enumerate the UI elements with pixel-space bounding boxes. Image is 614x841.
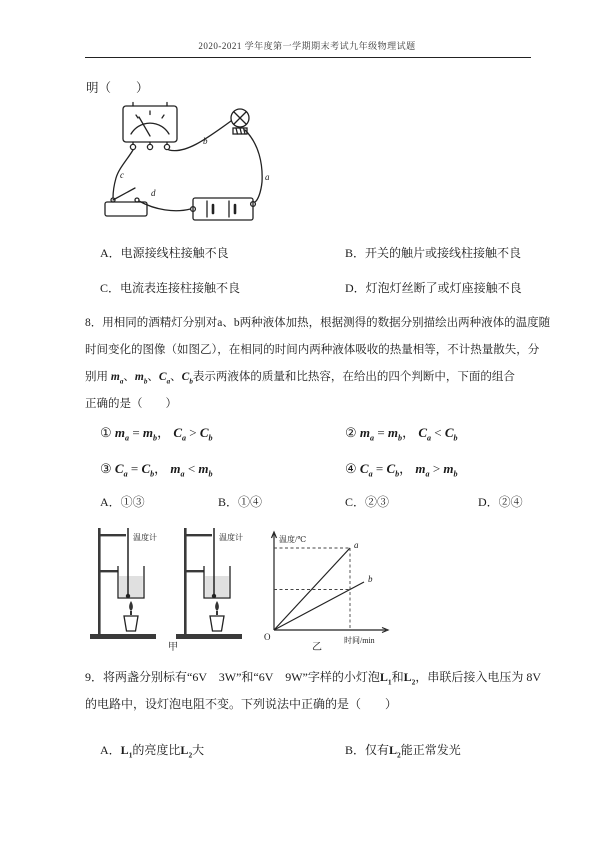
q7-option-c: C．电流表连接柱接触不良 [100,281,241,295]
q8-answer-c: C．②③ [345,495,390,509]
q8-judgment-3: ③ $C_a = C_b$， $m_a < m_b$ [100,461,213,479]
page-header-title: 2020-2021 学年度第一学期期末考试九年级物理试题 [198,41,416,51]
stand-rod [184,528,187,634]
thermometer-bulb [212,594,216,598]
temperature-time-graph [264,532,388,652]
circuit-label-a: a [265,172,270,182]
liquid [205,576,229,597]
stand-base [176,634,242,639]
q8-judgment-1: ① $m_a = m_b$， $C_a > C_b$ [100,425,213,443]
thermometer-bulb [126,594,130,598]
q8-stem-line-3: 别用 $m_a$、$m_b$、$C_a$、$C_b$表示两液体的质量和比热容，在给出的四个判断中，下面的组合 [85,371,515,386]
line-a [274,548,350,630]
header-divider [85,57,531,58]
x-axis-label: 时间/min [344,636,375,645]
circuit-diagram [95,100,275,228]
q8-answer-d: D．②④ [478,495,523,509]
q8-judgment-4: ④ $C_a = C_b$， $m_a > m_b$ [345,461,458,479]
circuit-label-c: c [120,170,124,180]
q7-option-d: D．灯泡灯丝断了或灯座接触不良 [345,281,522,295]
figure-yi-label: 乙 [312,642,322,652]
question9-stem [85,664,541,718]
flame-icon [129,601,133,611]
q8-answer-b: B．①④ [218,495,263,509]
q8-stem-line-4: 正确的是（ ） [85,398,177,410]
clamp-arm [186,534,212,536]
experiment-figure [88,520,398,652]
battery-icon [191,198,256,220]
alcohol-lamp-icon [210,616,224,631]
flame-icon [215,601,219,611]
wire-right-side [245,130,262,202]
stand-rod [98,528,101,634]
circuit-label-d: d [151,188,156,198]
q9-stem-line-1: 9．将两盏分别标有“6V 3W”和“6V 9W”字样的小灯泡$L_1$和$L_2$，串联后接入电压为 8V [85,670,542,687]
circuit-label-b: b [203,136,208,146]
q9-option-a: A．$L_1$的亮度比$L_2$大 [100,743,205,760]
heating-setup-2 [176,528,243,639]
q8-judgment-2: ② $m_a = m_b$， $C_a < C_b$ [345,425,458,443]
q9-stem-line-2: 的电路中，设灯泡电阻不变。下列说法中正确的是（ ） [85,697,398,711]
ammeter-icon [123,103,177,150]
wick [130,611,132,615]
question8-stem [85,310,550,418]
stand-base [90,634,156,639]
q8-answer-a: A．①③ [100,495,145,509]
q7-option-b: B．开关的触片或接线柱接触不良 [345,246,522,260]
curve-b-label: b [368,574,373,584]
question7-stem-tail: 明（ ） [86,81,149,95]
support-arm [100,570,118,572]
y-axis-label: 温度/℃ [279,535,307,544]
alcohol-lamp-icon [124,616,138,631]
support-arm [186,570,204,572]
wire-to-bulb [169,121,231,151]
liquid [119,576,143,597]
q7-option-a: A．电源接线柱接触不良 [100,246,229,260]
q9-option-b: B．仅有$L_2$能正常发光 [345,743,461,760]
wick [216,611,218,615]
thermometer-label: 温度计 [219,533,243,542]
figure-jia-label: 甲 [168,642,178,652]
thermometer-label: 温度计 [133,533,157,542]
heating-setup-1 [90,528,157,639]
bulb-icon [231,109,249,134]
q8-stem-line-1: 8．用相同的酒精灯分别对a、b两种液体加热，根据测得的数据分别描绘出两种液体的温度随 [85,317,551,329]
origin-label: O [264,632,271,642]
curve-a-label: a [354,540,359,550]
q8-stem-line-2: 时间变化的图像（如图乙），在相同的时间内两种液体吸收的热量相等，不计热量散失，分 [85,344,540,356]
clamp-arm [100,534,126,536]
